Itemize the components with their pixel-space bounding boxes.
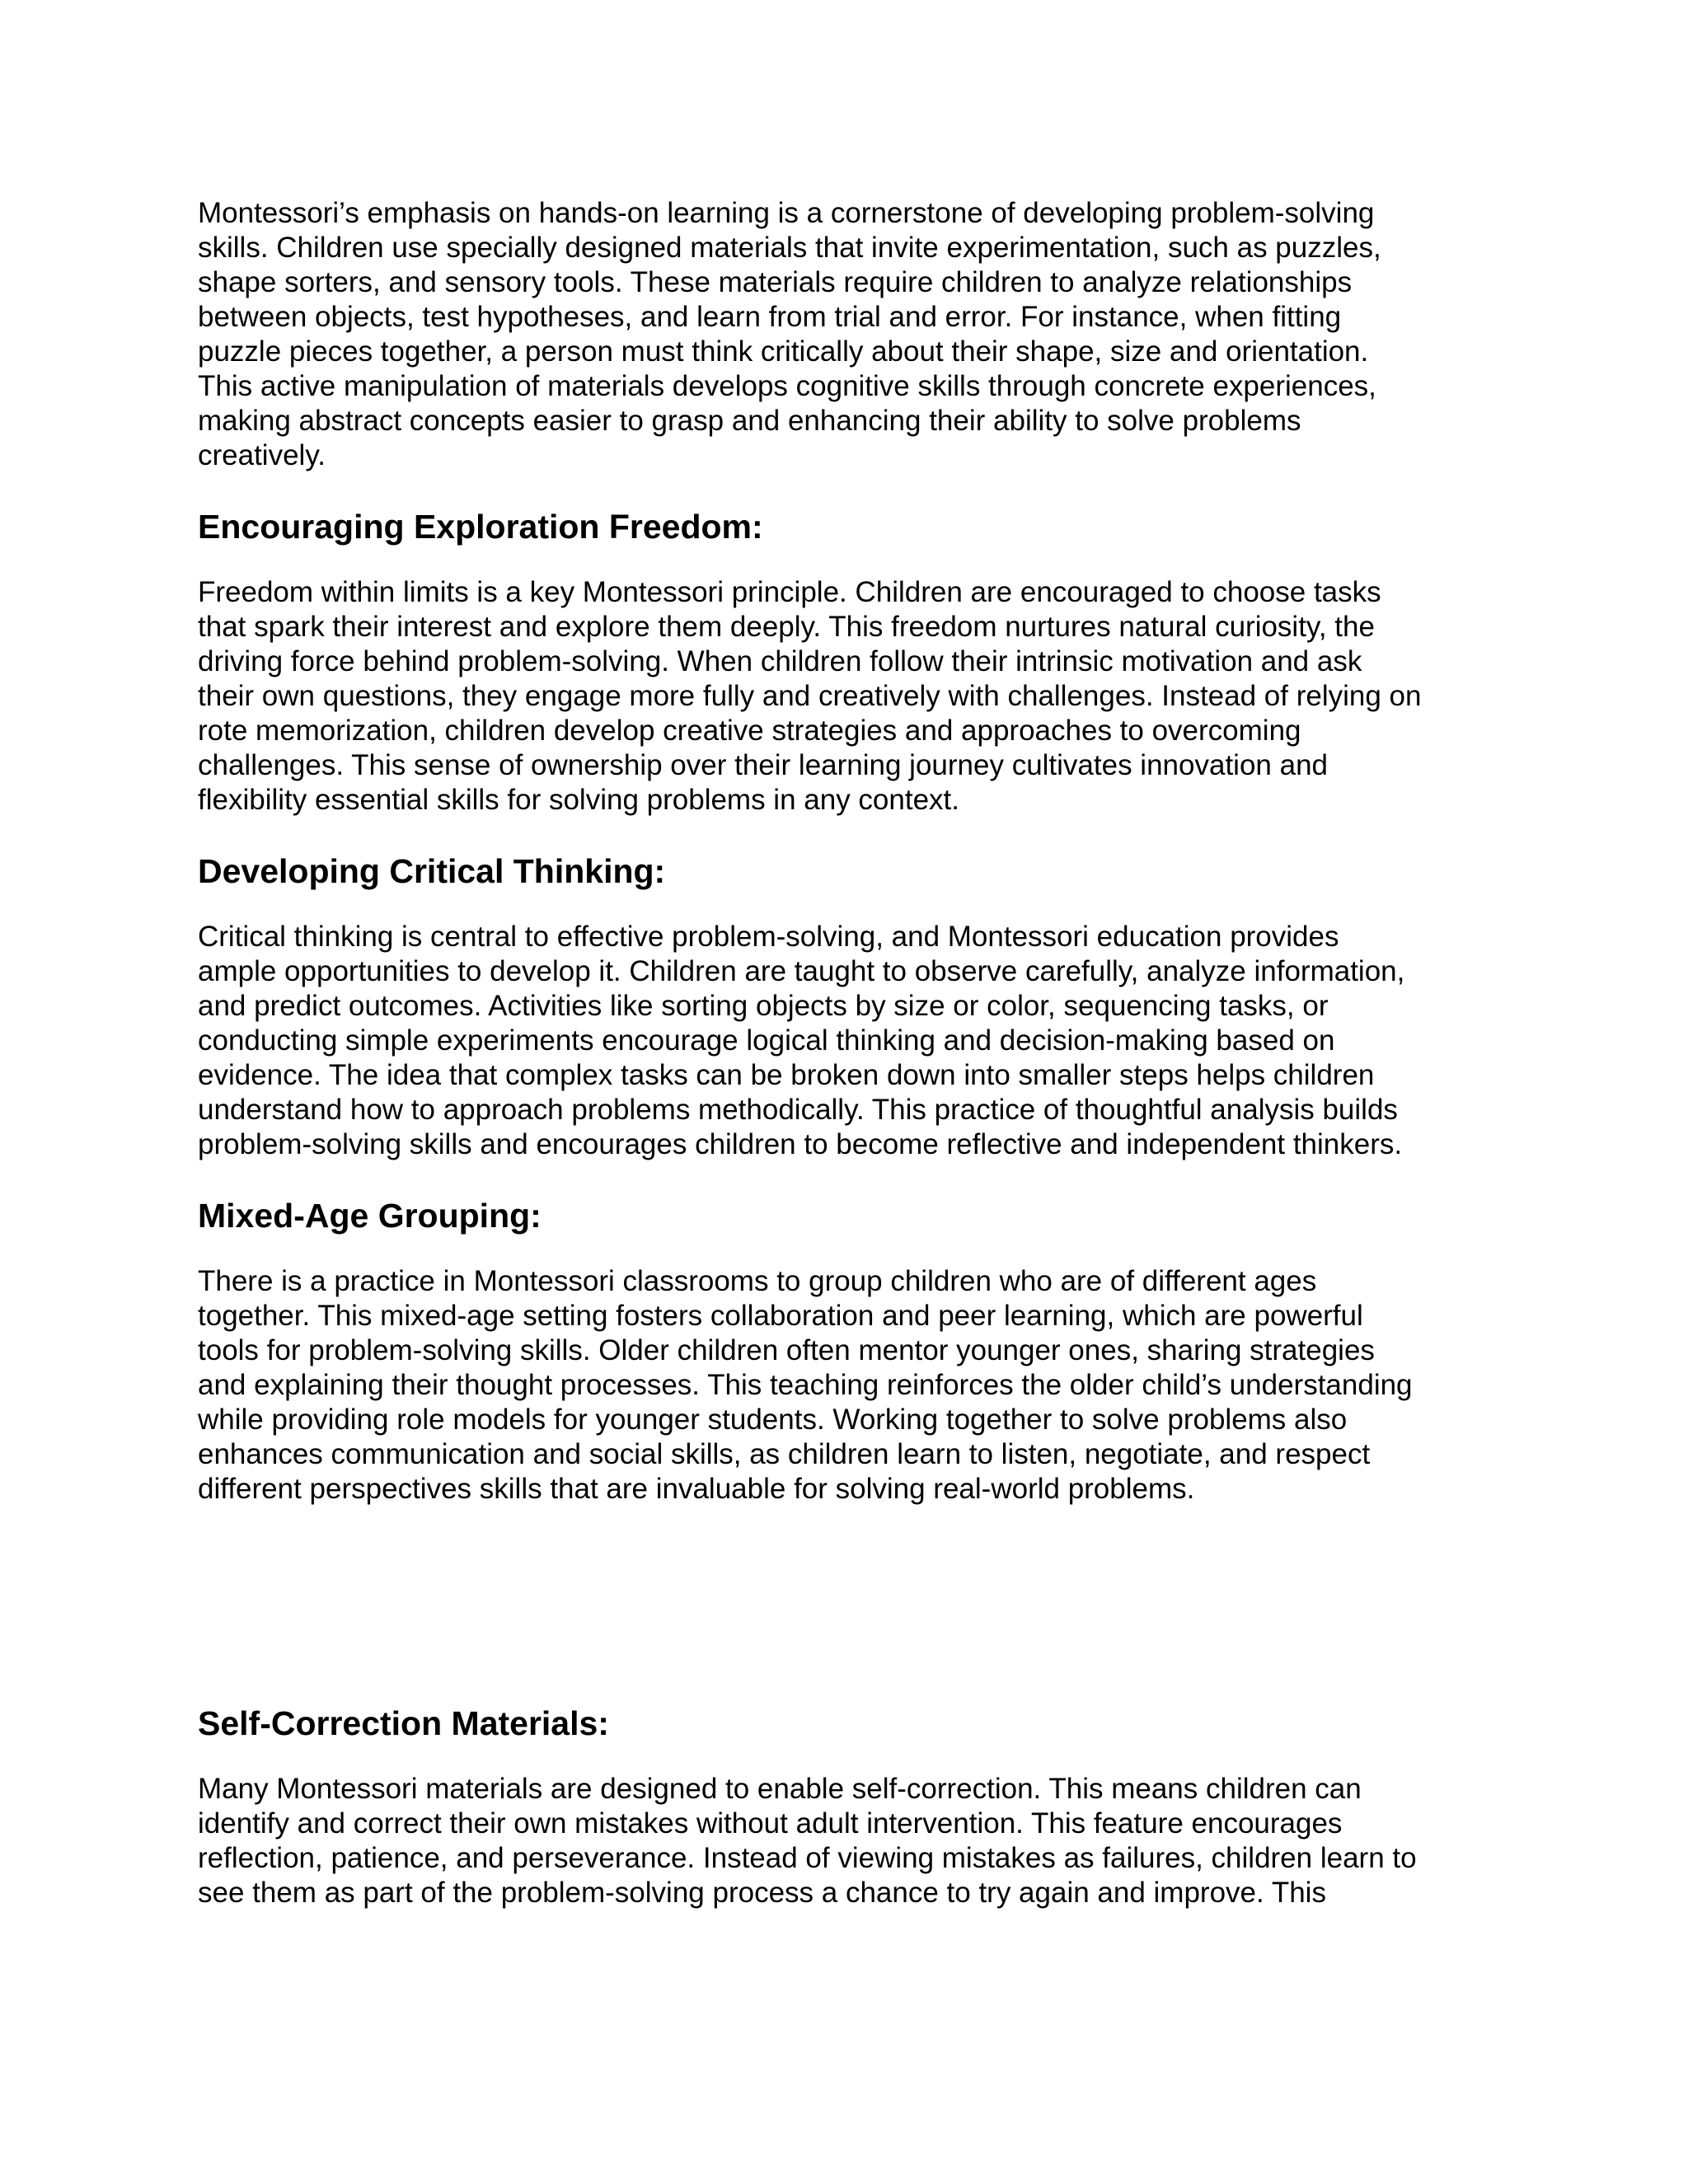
text-line: and explaining their thought processes. This teaching reinforces the older child’s understanding <box>198 1369 1413 1401</box>
text-line: conducting simple experiments encourage logical thinking and decision-making based on <box>198 1024 1335 1057</box>
text-line: This active manipulation of materials develops cognitive skills through concrete experiences, <box>198 370 1376 402</box>
text-line: puzzle pieces together, a person must think critically about their shape, size and orientation. <box>198 335 1369 368</box>
paragraph-mixed-age-grouping <box>198 1264 1500 1507</box>
text-line: challenges. This sense of ownership over their learning journey cultivates innovation and <box>198 749 1328 781</box>
text-line: reflection, patience, and perseverance. Instead of viewing mistakes as failures, children learn to <box>198 1842 1417 1874</box>
paragraph-exploration-freedom <box>198 575 1500 818</box>
text-line: making abstract concepts easier to grasp and enhancing their ability to solve problems <box>198 405 1301 437</box>
text-line: together. This mixed-age setting fosters collaboration and peer learning, which are powerful <box>198 1300 1363 1332</box>
text-line: tools for problem-solving skills. Older children often mentor younger ones, sharing strategies <box>198 1334 1375 1366</box>
paragraph-hands-on-learning <box>198 196 1500 473</box>
heading-critical-thinking: Developing Critical Thinking: <box>198 852 666 890</box>
text-line: problem-solving skills and encourages children to become reflective and independent thinkers. <box>198 1128 1403 1160</box>
paragraph-self-correction-materials <box>198 1772 1500 1910</box>
text-line: Many Montessori materials are designed to enable self-correction. This means children can <box>198 1773 1362 1805</box>
text-line: and predict outcomes. Activities like sorting objects by size or color, sequencing tasks, or <box>198 990 1329 1022</box>
document-page <box>198 196 1500 1910</box>
text-line: skills. Children use specially designed materials that invite experimentation, such as puzzles, <box>198 232 1381 264</box>
heading-self-correction-materials: Self-Correction Materials: <box>198 1704 609 1742</box>
text-line: creatively. <box>198 439 326 471</box>
text-line: that spark their interest and explore them deeply. This freedom nurtures natural curiosity, the <box>198 611 1375 643</box>
text-line: different perspectives skills that are invaluable for solving real-world problems. <box>198 1473 1195 1505</box>
text-line: There is a practice in Montessori classrooms to group children who are of different ages <box>198 1265 1317 1297</box>
text-line: evidence. The idea that complex tasks can be broken down into smaller steps helps children <box>198 1059 1375 1091</box>
heading-mixed-age-grouping: Mixed-Age Grouping: <box>198 1197 542 1235</box>
text-line: Montessori’s emphasis on hands-on learning is a cornerstone of developing problem-solving <box>198 197 1375 229</box>
text-line: their own questions, they engage more fully and creatively with challenges. Instead of relying on <box>198 680 1422 712</box>
text-line: flexibility essential skills for solving problems in any context. <box>198 784 959 816</box>
text-line: Critical thinking is central to effective problem-solving, and Montessori education provides <box>198 921 1339 953</box>
text-line: understand how to approach problems methodically. This practice of thoughtful analysis builds <box>198 1094 1398 1126</box>
text-line: identify and correct their own mistakes without adult intervention. This feature encourages <box>198 1807 1343 1840</box>
text-line: between objects, test hypotheses, and learn from trial and error. For instance, when fitting <box>198 301 1342 333</box>
heading-exploration-freedom: Encouraging Exploration Freedom: <box>198 508 763 546</box>
text-line: while providing role models for younger students. Working together to solve problems also <box>198 1404 1348 1436</box>
text-line: see them as part of the problem-solving process a chance to try again and improve. This <box>198 1877 1326 1909</box>
text-line: Freedom within limits is a key Montessori principle. Children are encouraged to choose tasks <box>198 576 1381 608</box>
text-line: shape sorters, and sensory tools. These materials require children to analyze relationships <box>198 266 1353 298</box>
text-line: ample opportunities to develop it. Children are taught to observe carefully, analyze information, <box>198 955 1405 987</box>
paragraph-critical-thinking <box>198 920 1500 1162</box>
text-line: enhances communication and social skills, as children learn to listen, negotiate, and respect <box>198 1438 1371 1470</box>
text-line: rote memorization, children develop creative strategies and approaches to overcoming <box>198 715 1301 747</box>
text-line: driving force behind problem-solving. When children follow their intrinsic motivation and ask <box>198 645 1362 677</box>
